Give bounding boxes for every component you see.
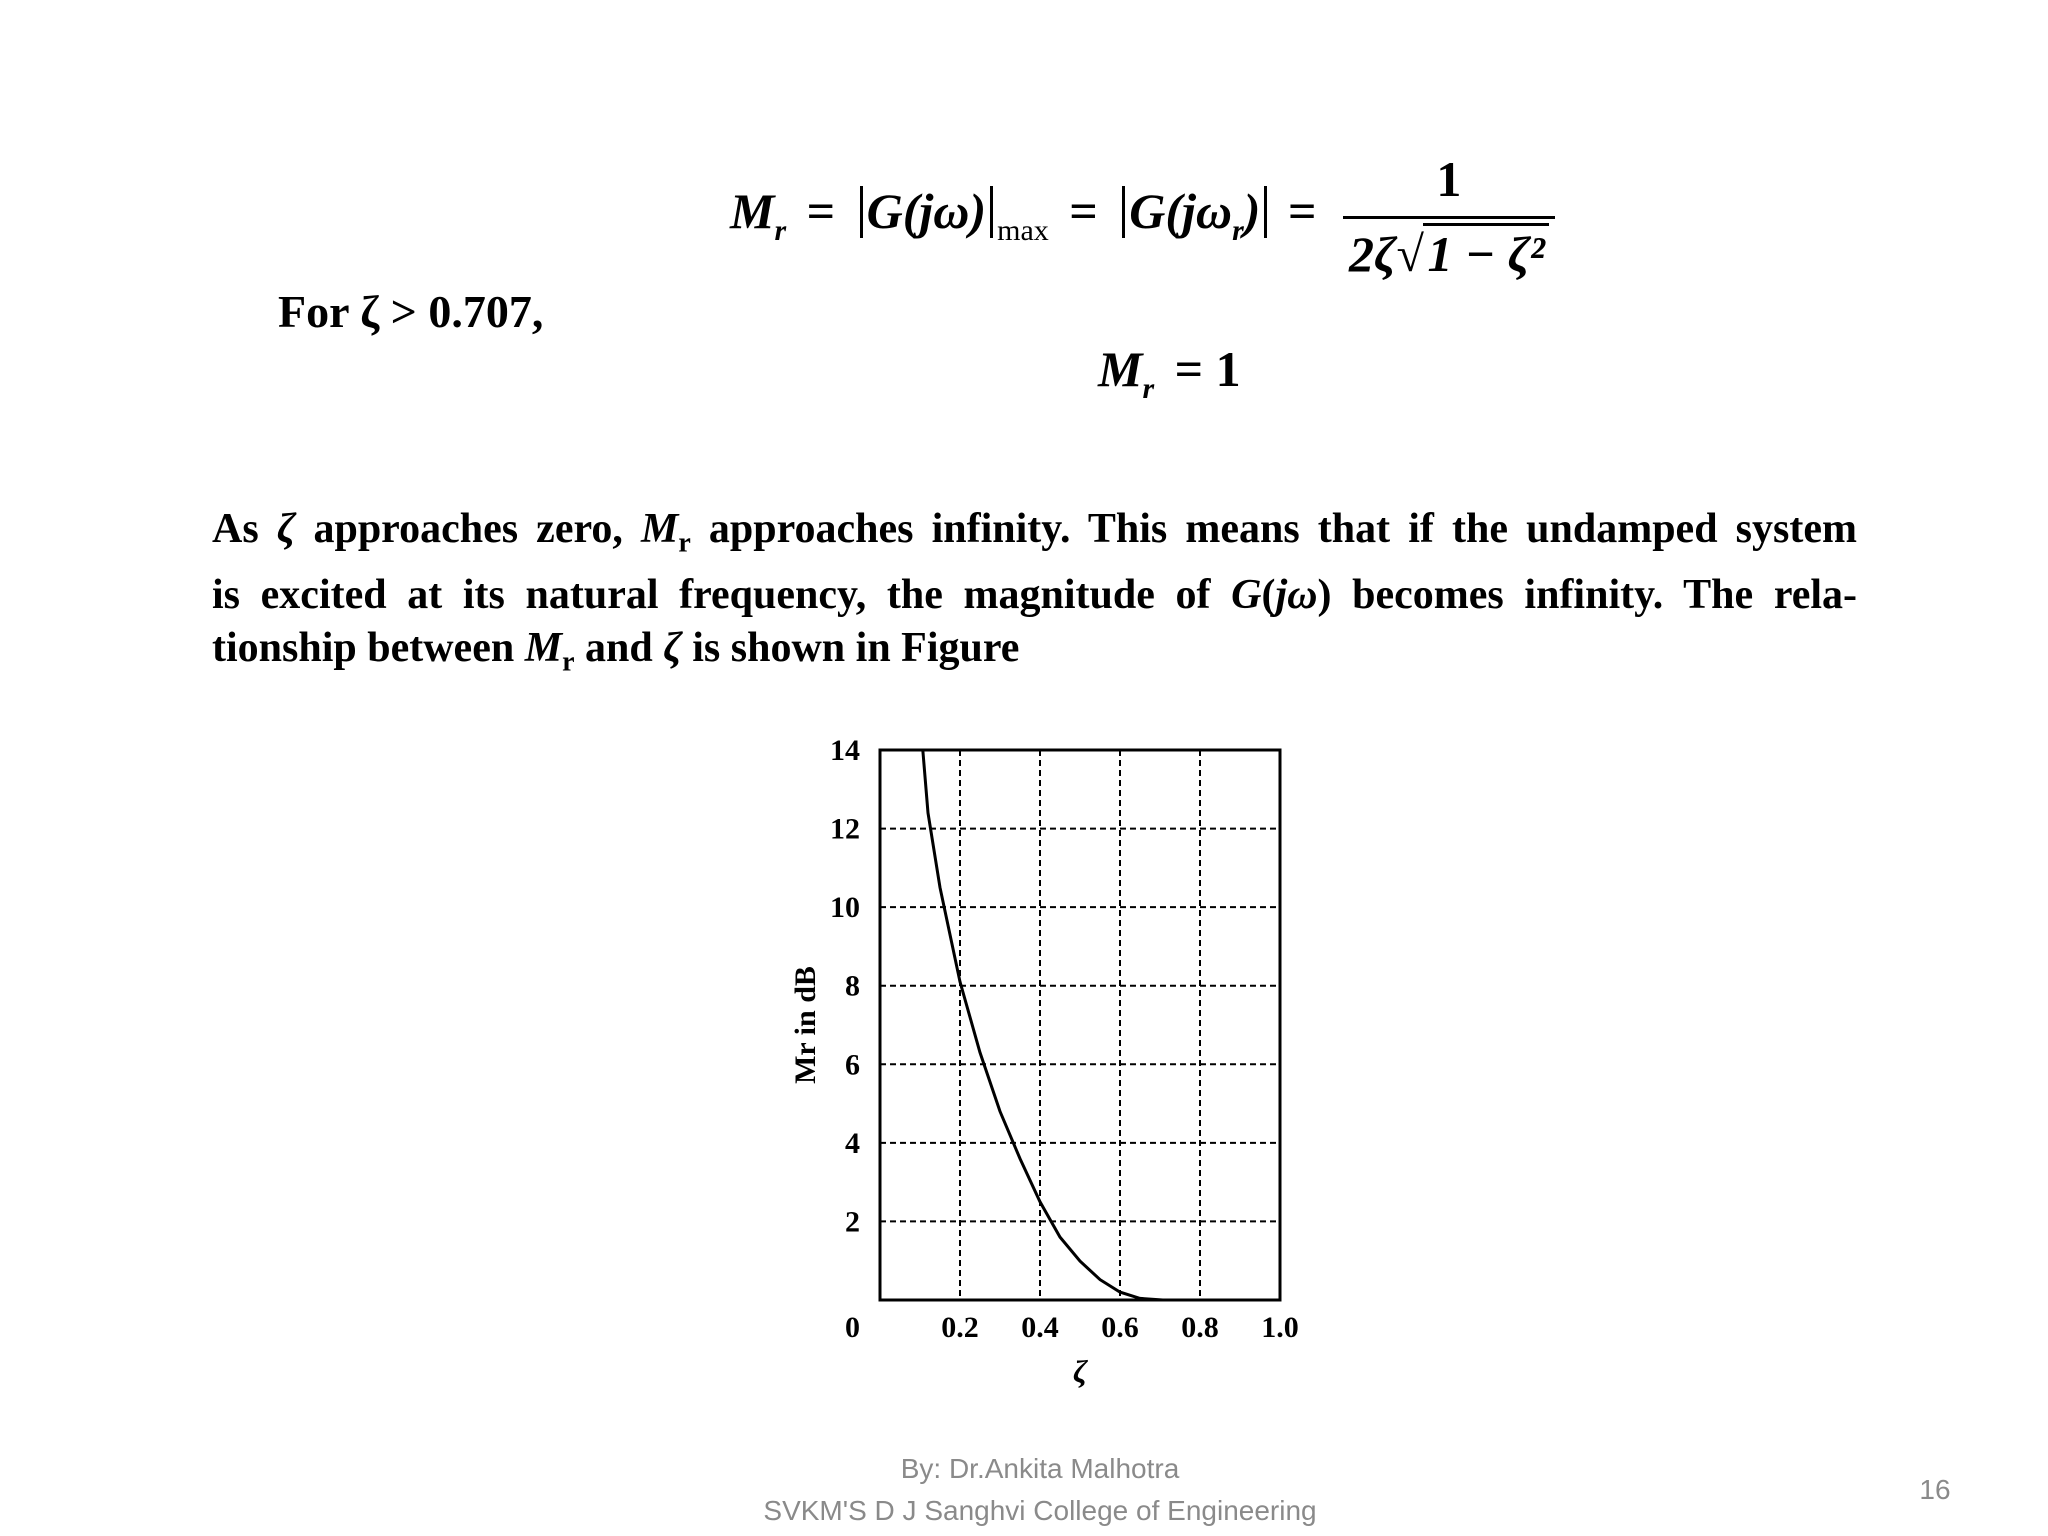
- y-tick-label: 4: [845, 1126, 860, 1160]
- grid-layer: [880, 750, 1280, 1300]
- origin-label: 0: [845, 1311, 860, 1344]
- second-equation: [1098, 340, 1241, 406]
- p1-zeta: ζ: [276, 506, 296, 552]
- footer-institution: SVKM'S D J Sanghvi College of Engineering: [763, 1495, 1317, 1526]
- g-jwr: G(jω: [1129, 182, 1233, 239]
- max-subscript: max: [997, 213, 1049, 247]
- p3-zeta: ζ: [663, 625, 682, 672]
- main-equation: [730, 150, 1555, 283]
- fraction: [1343, 150, 1555, 283]
- p3-r: r: [562, 646, 575, 678]
- paragraph-line-2: [212, 569, 1857, 622]
- mr2-subscript: r: [1142, 372, 1155, 405]
- denominator-radicand: 1 − ζ²: [1423, 223, 1548, 282]
- footer: [640, 1448, 1440, 1532]
- abs-bar-left-2: [1122, 186, 1125, 238]
- condition-text: For ζ > 0.707,: [278, 286, 544, 337]
- g-jwr-close: ): [1243, 182, 1261, 239]
- equals-3: =: [1287, 182, 1317, 239]
- g-jwr-subscript: r: [1232, 213, 1244, 247]
- equals-1: =: [806, 182, 836, 239]
- p3-text-c: is shown in Figure: [681, 625, 1020, 672]
- p1-text-a: As: [212, 506, 277, 552]
- abs-bar-right-2: [1264, 186, 1267, 238]
- x-tick-label: 1.0: [1261, 1311, 1299, 1344]
- p1-text-c: approaches infinity. This means that if the undamped system: [690, 506, 1857, 552]
- mr-subscript: r: [774, 213, 787, 247]
- equals-2: =: [1069, 182, 1098, 239]
- p2-paren: (: [1261, 572, 1276, 619]
- y-tick-label: 12: [830, 812, 860, 846]
- plot-frame: [880, 750, 1280, 1300]
- mr2-rhs: = 1: [1174, 341, 1241, 397]
- x-tick-label: 0.4: [1021, 1311, 1059, 1344]
- fraction-denominator: [1343, 216, 1555, 283]
- paragraph-line-3: [212, 622, 1857, 688]
- mr-vs-zeta-chart: [770, 720, 1330, 1410]
- mr2-symbol: M: [1098, 341, 1143, 397]
- p3-text-a: tionship between: [212, 625, 525, 672]
- p2-text-c: ) becomes infinity. The rela-: [1317, 572, 1857, 619]
- p3-text-b: and: [574, 625, 664, 672]
- abs-bar-right-1: [990, 186, 993, 238]
- y-tick-label: 14: [830, 734, 860, 767]
- p3-m: M: [524, 625, 563, 672]
- x-tick-label: 0.2: [941, 1311, 979, 1344]
- tick-labels: [830, 734, 1299, 1344]
- p1-text-b: approaches zero,: [295, 506, 641, 552]
- y-axis-label: Mr in dB: [789, 966, 822, 1084]
- denominator-prefix: 2ζ√: [1348, 226, 1424, 282]
- p2-g: G: [1231, 572, 1262, 619]
- x-tick-label: 0.8: [1181, 1311, 1219, 1344]
- y-tick-label: 10: [830, 891, 860, 925]
- g-jw: G(jω): [866, 182, 987, 239]
- y-tick-label: 8: [845, 969, 860, 1003]
- x-tick-label: 0.6: [1101, 1311, 1139, 1344]
- y-tick-label: 2: [845, 1205, 860, 1239]
- p1-r: r: [678, 527, 691, 559]
- abs-bar-left-1: [860, 186, 863, 238]
- p2-jw: jω: [1275, 572, 1318, 619]
- footer-author: By: Dr.Ankita Malhotra: [900, 1453, 1180, 1484]
- body-paragraph: [212, 503, 1857, 689]
- x-axis-label: ζ: [1072, 1353, 1088, 1389]
- y-tick-label: 6: [845, 1048, 860, 1082]
- fraction-numerator: 1: [1436, 151, 1462, 207]
- p1-m: M: [640, 506, 679, 552]
- p2-text-a: is excited at its natural frequency, the magnitude of: [212, 572, 1232, 619]
- series-line: [923, 750, 1163, 1300]
- page-number: 16: [1919, 1474, 1951, 1505]
- mr-symbol: M: [730, 182, 775, 239]
- paragraph-line-1: [212, 503, 1857, 569]
